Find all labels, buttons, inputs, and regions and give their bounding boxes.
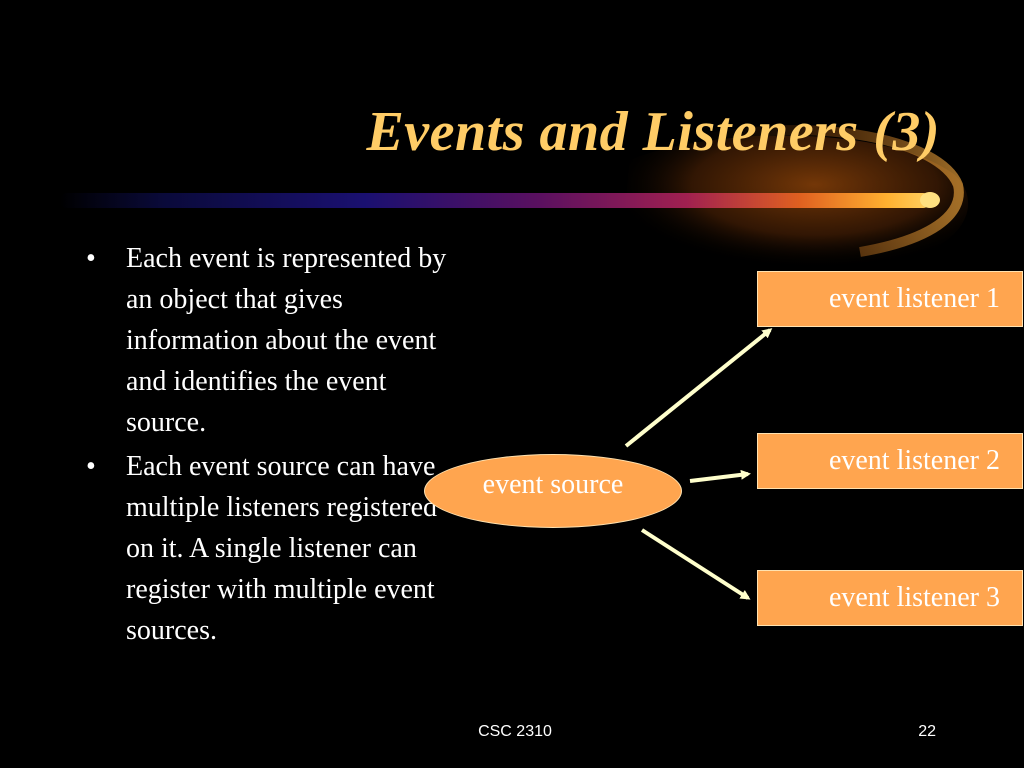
- arrow-to-listener-3: [642, 530, 748, 598]
- footer-page-number: 22: [918, 723, 936, 740]
- event-listener-3-box: event listener 3: [757, 570, 1023, 626]
- arrow-to-listener-1: [626, 330, 770, 446]
- bullet-marker: •: [86, 243, 96, 274]
- event-listener-2-box: event listener 2: [757, 433, 1023, 489]
- bullet-marker: •: [86, 451, 96, 482]
- bullet-text: Each event is represented by an object that gives information about the event and identifies the event source.: [126, 243, 447, 438]
- event-source-node: event source: [424, 454, 682, 528]
- arrow-to-listener-2: [690, 474, 748, 481]
- slide-title: Events and Listeners (3): [366, 101, 940, 163]
- bullet-text: Each event source can have multiple listeners registered on it. A single listener can register with multiple event sources.: [126, 451, 438, 646]
- footer-course: CSC 2310: [478, 723, 552, 740]
- event-listener-1-box: event listener 1: [757, 271, 1023, 327]
